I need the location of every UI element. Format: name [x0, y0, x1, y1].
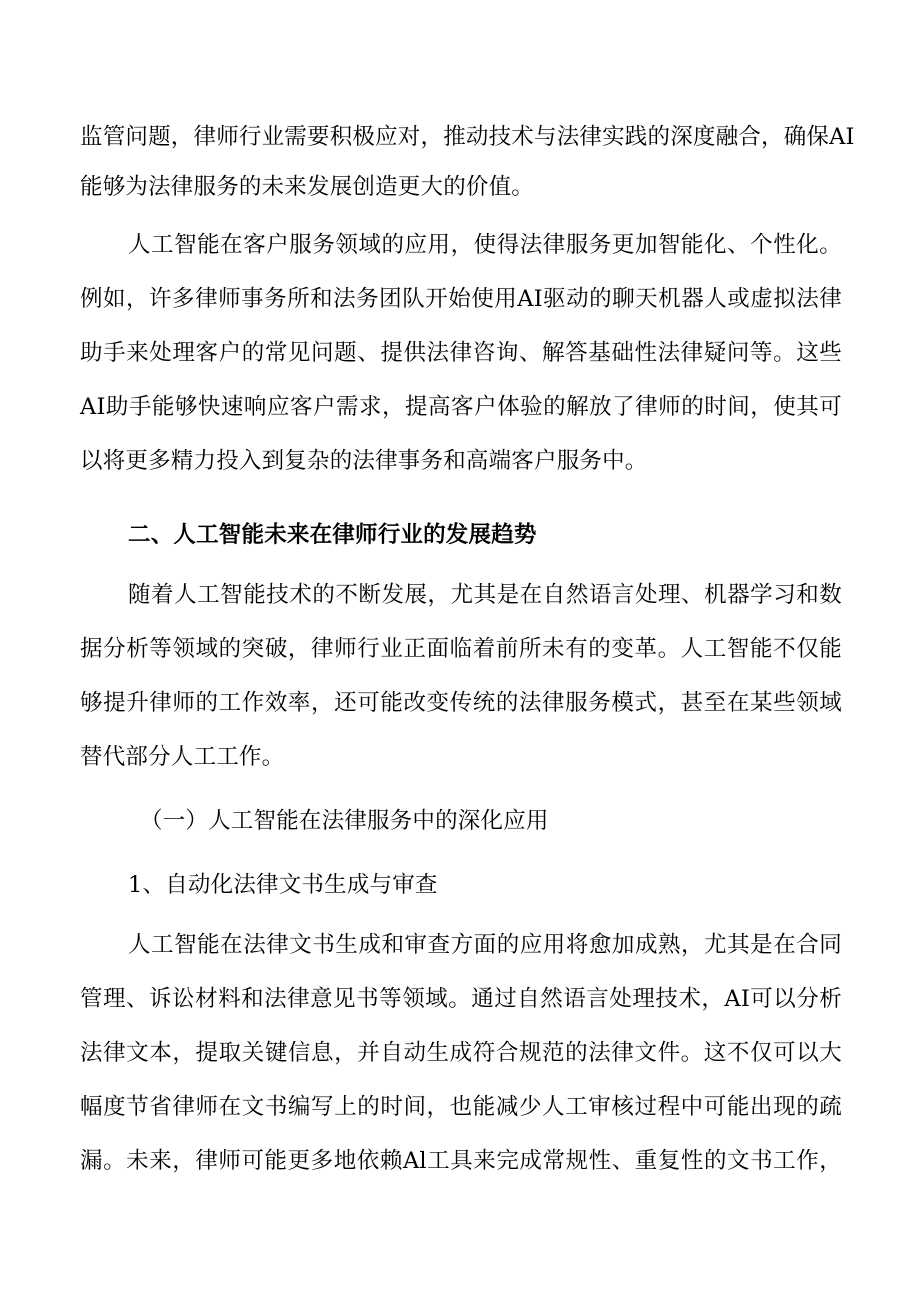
- paragraph-2-line-2: 例如，许多律师事务所和法务团队开始使用AI驱动的聊天机器人或虚拟法律: [80, 286, 842, 312]
- paragraph-2-line-5: 以将更多精力投入到复杂的法律事务和高端客户服务中。: [80, 448, 648, 474]
- subsection-heading-1: （一）人工智能在法律服务中的深化应用: [140, 808, 549, 834]
- paragraph-3-line-2: 据分析等领域的突破，律师行业正面临着前所未有的变革。人工智能不仅能: [80, 636, 842, 662]
- item-heading-1: 1、自动化法律文书生成与审查: [128, 872, 438, 898]
- paragraph-4-line-3: 法律文本，提取关键信息，并自动生成符合规范的法律文件。这不仅可以大: [80, 1040, 842, 1066]
- paragraph-4-line-5: 漏。未来，律师可能更多地依赖Al工具来完成常规性、重复性的文书工作，: [80, 1148, 842, 1174]
- section-heading-2: 二、人工智能未来在律师行业的发展趋势: [128, 522, 537, 548]
- paragraph-2-line-1: 人工智能在客户服务领域的应用，使得法律服务更加智能化、个性化。: [128, 232, 842, 258]
- paragraph-3-line-4: 替代部分人工工作。: [80, 744, 285, 770]
- paragraph-1-line-2: 能够为法律服务的未来发展创造更大的价值。: [80, 174, 535, 200]
- paragraph-2-line-3: 助手来处理客户的常见问题、提供法律咨询、解答基础性法律疑问等。这些: [80, 340, 842, 366]
- paragraph-2-line-4: AI助手能够快速响应客户需求，提高客户体验的解放了律师的时间，使其可: [80, 394, 842, 420]
- paragraph-3-line-3: 够提升律师的工作效率，还可能改变传统的法律服务模式，甚至在某些领域: [80, 690, 842, 716]
- paragraph-4-line-2: 管理、诉讼材料和法律意见书等领域。通过自然语言处理技术，AI可以分析: [80, 986, 842, 1012]
- paragraph-1-line-1: 监管问题，律师行业需要积极应对，推动技术与法律实践的深度融合，确保AI: [80, 124, 855, 150]
- paragraph-4-line-1: 人工智能在法律文书生成和审查方面的应用将愈加成熟，尤其是在合同: [128, 932, 842, 958]
- paragraph-4-line-4: 幅度节省律师在文书编写上的时间，也能减少人工审核过程中可能出现的疏: [80, 1094, 842, 1120]
- paragraph-3-line-1: 随着人工智能技术的不断发展，尤其是在自然语言处理、机器学习和数: [128, 582, 842, 608]
